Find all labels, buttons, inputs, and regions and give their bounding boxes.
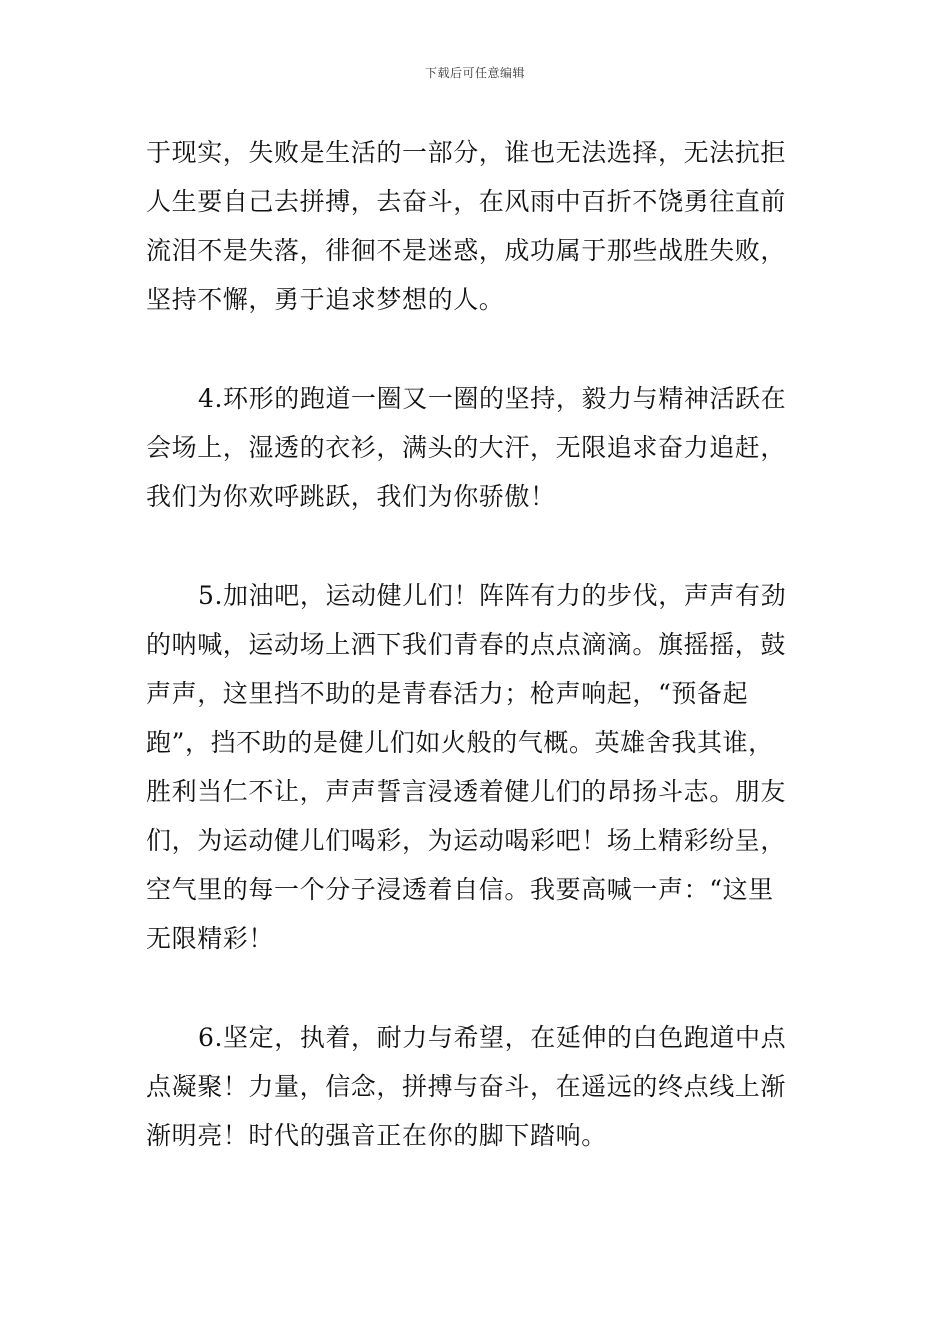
- text-line: 会场上，湿透的衣衫，满头的大汗，无限追求奋力追赶，: [146, 433, 787, 462]
- text-line: 于现实，失败是生活的一部分，谁也无法选择，无法抗拒: [146, 138, 787, 167]
- document-body: [146, 128, 806, 1160]
- paragraph-6: [146, 1013, 806, 1160]
- page-header: 下载后可任意编辑: [424, 66, 525, 80]
- text-line: 我们为你欢呼跳跃，我们为你骄傲！: [146, 482, 556, 511]
- text-line: 声声，这里挡不助的是青春活力；枪声响起，“预备起: [146, 679, 749, 708]
- text-line: 的呐喊，运动场上洒下我们青春的点点滴滴。旗摇摇，鼓: [146, 630, 787, 659]
- text-line: 人生要自己去拼搏，去奋斗，在风雨中百折不饶勇往直前: [146, 187, 787, 216]
- text-line: 点凝聚！力量，信念，拼搏与奋斗，在遥远的终点线上渐: [146, 1072, 787, 1101]
- paragraph-gap: [146, 521, 806, 571]
- paragraph-1: [146, 128, 806, 324]
- paragraph-4: [146, 374, 806, 521]
- text-line: 流泪不是失落，徘徊不是迷惑，成功属于那些战胜失败，: [146, 236, 787, 265]
- text-line: 们，为运动健儿们喝彩，为运动喝彩吧！场上精彩纷呈，: [146, 826, 787, 855]
- text-line: 无限精彩！: [146, 924, 275, 953]
- text-line: 跑”，挡不助的是健儿们如火般的气概。英雄舍我其谁，: [146, 728, 774, 757]
- paragraph-gap: [146, 963, 806, 1013]
- text-line: 6.坚定，执着，耐力与希望，在延伸的白色跑道中点: [198, 1023, 787, 1052]
- paragraph-5: [146, 571, 806, 963]
- text-line: 5.加油吧，运动健儿们！阵阵有力的步伐，声声有劲: [198, 581, 787, 610]
- text-line: 空气里的每一个分子浸透着自信。我要高喊一声：“这里: [146, 875, 774, 904]
- text-line: 4.环形的跑道一圈又一圈的坚持，毅力与精神活跃在: [198, 384, 787, 413]
- text-line: 坚持不懈，勇于追求梦想的人。: [146, 285, 505, 314]
- text-line: 胜利当仁不让，声声誓言浸透着健儿们的昂扬斗志。朋友: [146, 777, 787, 806]
- paragraph-gap: [146, 324, 806, 374]
- text-line: 渐明亮！时代的强音正在你的脚下踏响。: [146, 1121, 607, 1150]
